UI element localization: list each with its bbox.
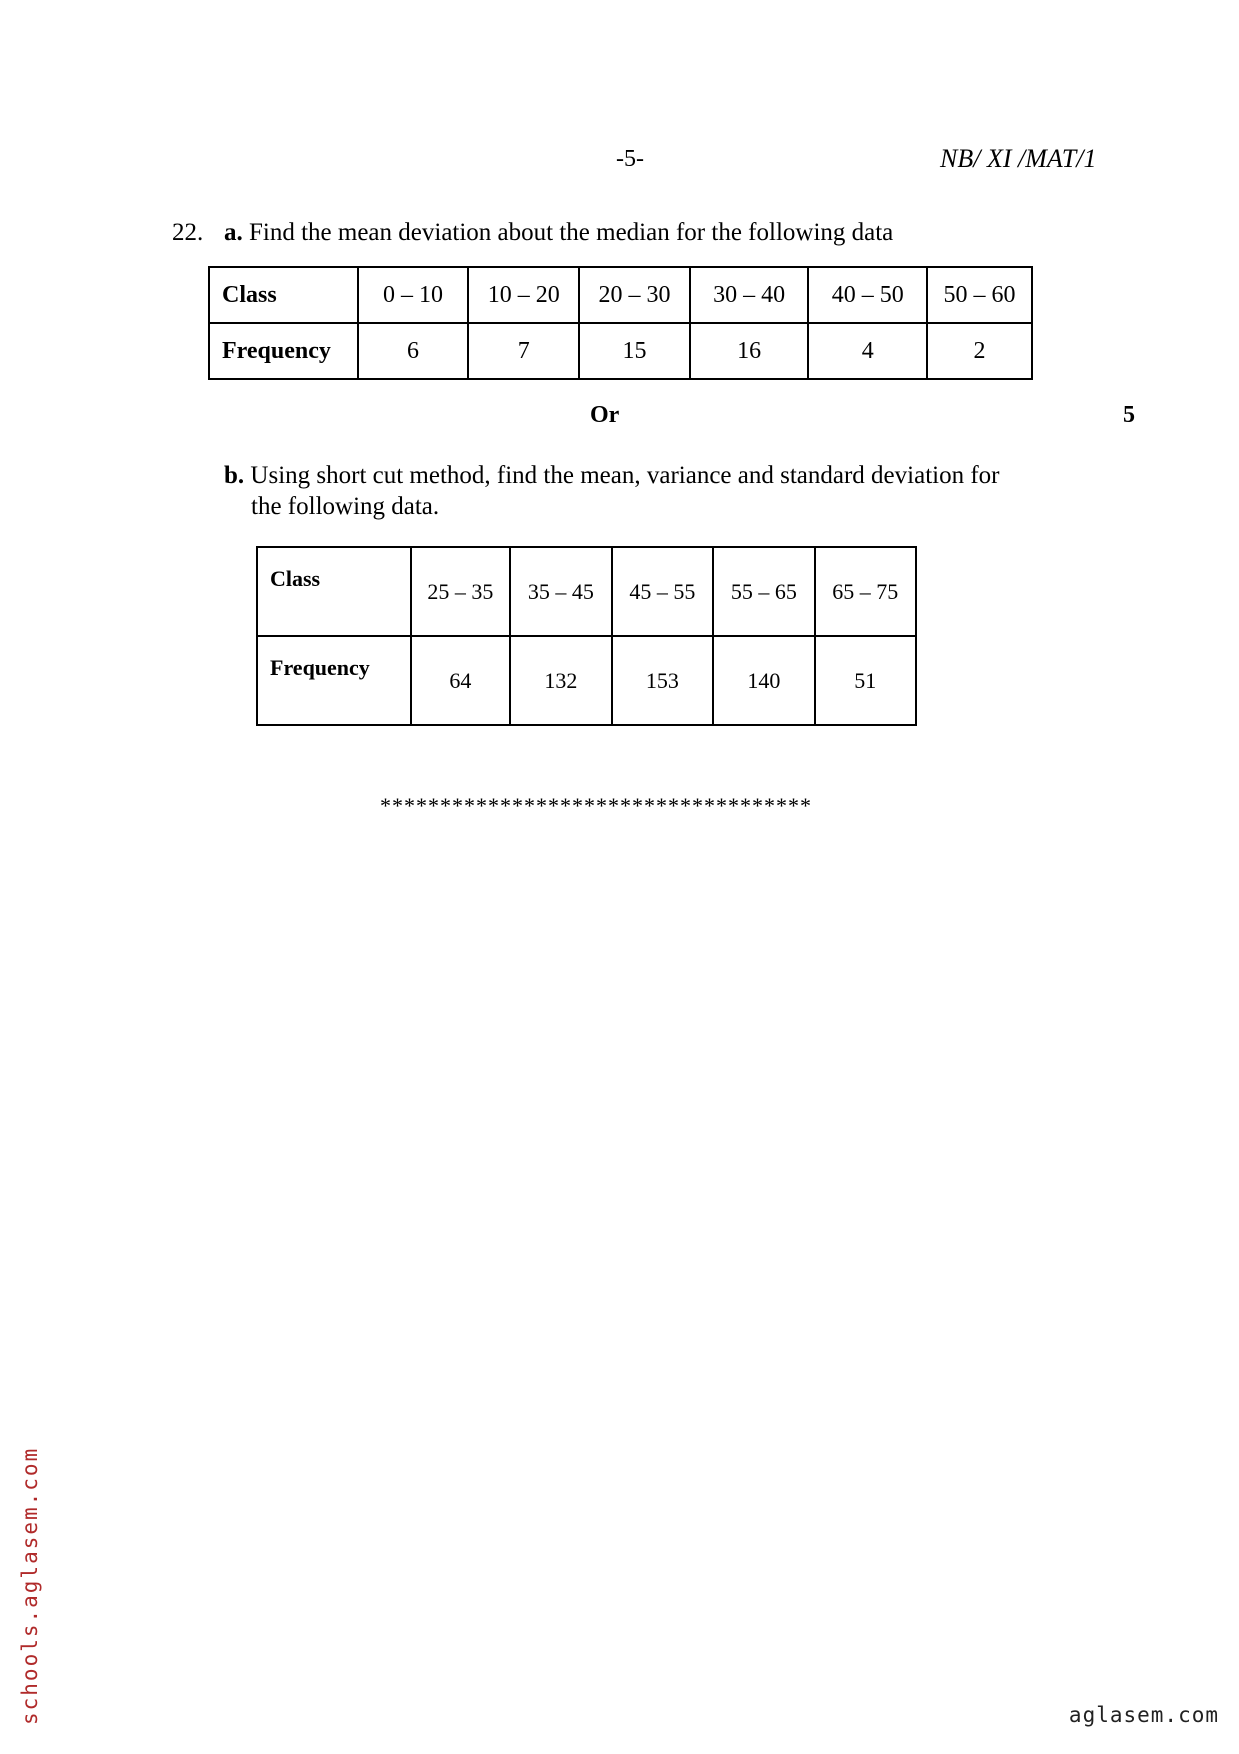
paper-code: NB/ XI /MAT/1 xyxy=(940,144,1097,173)
frequency-table-b xyxy=(256,546,917,726)
table-b-class-cell: 45 – 55 xyxy=(612,547,713,636)
table-b-frequency-row xyxy=(257,636,916,725)
or-separator: Or xyxy=(590,402,620,428)
table-a-frequency-row xyxy=(209,323,1032,379)
table-b-frequency-cell: 140 xyxy=(713,636,814,725)
marks: 5 xyxy=(1123,402,1135,428)
table-b-frequency-cell: 64 xyxy=(411,636,510,725)
table-a-class-cell: 30 – 40 xyxy=(690,267,809,323)
table-b-frequency-cell: 153 xyxy=(612,636,713,725)
question-part-b xyxy=(224,460,1054,522)
table-a-class-cell: 40 – 50 xyxy=(808,267,927,323)
question-number: 22. xyxy=(172,219,204,246)
frequency-table-a xyxy=(208,266,1033,380)
table-b-class-header: Class xyxy=(257,547,411,636)
end-of-paper-marker: ************************************ xyxy=(380,793,812,818)
part-b-text-line1: Using short cut method, find the mean, variance and standard deviation for xyxy=(250,462,1000,489)
table-b-frequency-cell: 51 xyxy=(815,636,916,725)
table-b-class-row xyxy=(257,547,916,636)
part-b-label: b. xyxy=(224,462,245,489)
part-a-text: Find the mean deviation about the median for the following data xyxy=(249,219,894,246)
table-a-frequency-cell: 7 xyxy=(468,323,579,379)
corner-watermark: aglasem.com xyxy=(1068,1703,1219,1727)
table-a-class-cell: 0 – 10 xyxy=(358,267,469,323)
question-part-a xyxy=(224,219,893,247)
table-b-frequency-cell: 132 xyxy=(510,636,611,725)
table-a-frequency-header: Frequency xyxy=(209,323,358,379)
table-b-class-cell: 25 – 35 xyxy=(411,547,510,636)
table-a-frequency-cell: 4 xyxy=(808,323,927,379)
table-a-frequency-cell: 16 xyxy=(690,323,809,379)
part-b-text-line2: the following data. xyxy=(251,493,440,520)
table-a-class-cell: 50 – 60 xyxy=(927,267,1032,323)
table-b-class-cell: 35 – 45 xyxy=(510,547,611,636)
table-a-frequency-cell: 2 xyxy=(927,323,1032,379)
part-a-label: a. xyxy=(224,219,243,246)
page-number: -5- xyxy=(616,146,644,172)
table-a-frequency-cell: 6 xyxy=(358,323,469,379)
side-watermark: schools.aglasem.com xyxy=(18,1446,42,1725)
table-a-class-cell: 10 – 20 xyxy=(468,267,579,323)
table-b-frequency-header: Frequency xyxy=(257,636,411,725)
table-a-frequency-cell: 15 xyxy=(579,323,690,379)
table-a-class-row xyxy=(209,267,1032,323)
table-a-class-header: Class xyxy=(209,267,358,323)
table-b-class-cell: 65 – 75 xyxy=(815,547,916,636)
table-a-class-cell: 20 – 30 xyxy=(579,267,690,323)
table-b-class-cell: 55 – 65 xyxy=(713,547,814,636)
